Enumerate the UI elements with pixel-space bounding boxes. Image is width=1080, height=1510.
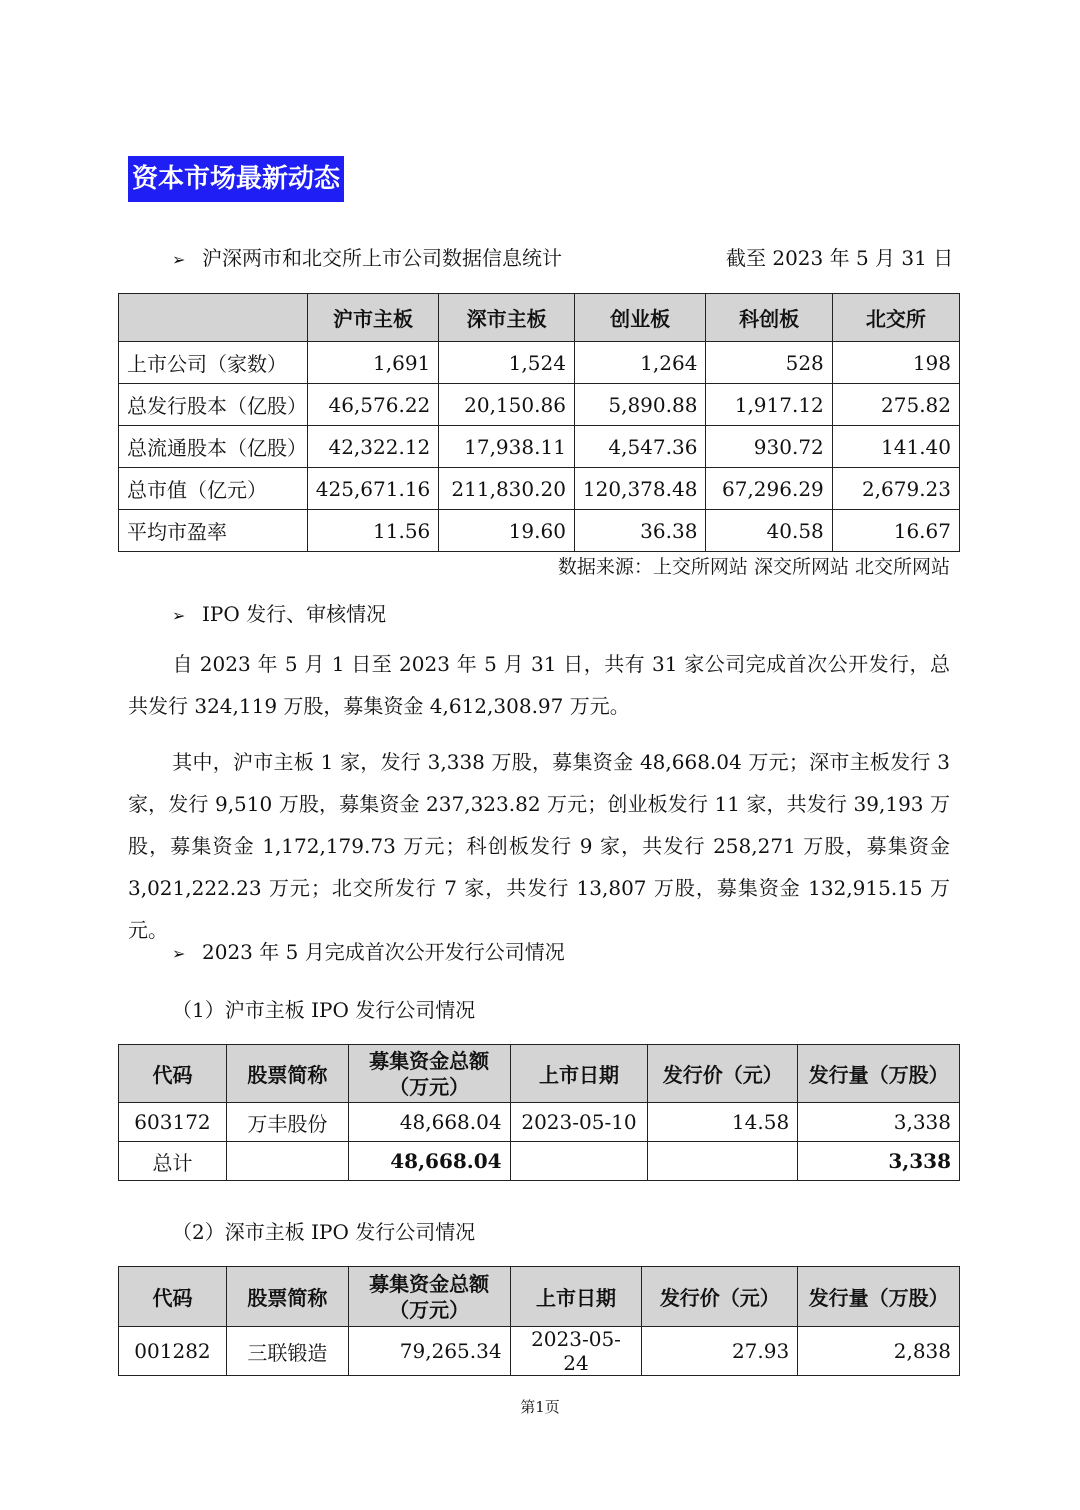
row-label: 上市公司（家数） <box>119 342 308 384</box>
ipo-table-sh <box>118 1044 960 1181</box>
section-banner: 资本市场最新动态 <box>128 156 344 202</box>
table-cell <box>648 1142 798 1181</box>
ipo-table-sz <box>118 1266 960 1376</box>
table-header-row <box>119 1267 960 1327</box>
paragraph-breakdown-text: 其中，沪市主板 1 家，发行 3,338 万股，募集资金 48,668.04 万元；深市主板发行 3 家，发行 9,510 万股，募集资金 237,323.82 万元；创业板发行 11 家，共发行 39,193 万股，募集资金 1,172,179.73 万元；科创板发行 9 家，共发行 258,271 万股，募集资金 3,021,222.23 万元；北交所发行 7 家，共发行 13,807 万股，募集资金 132,915.15 万元。 <box>128 750 950 942</box>
table-header-cell: 发行量（万股） <box>798 1045 960 1103</box>
table-cell: 211,830.20 <box>439 468 575 510</box>
paragraph-breakdown <box>128 741 950 951</box>
table-cell: 3,338 <box>798 1142 960 1181</box>
table-cell: 528 <box>706 342 832 384</box>
table-header-cell: 科创板 <box>706 294 832 342</box>
section1-title: 沪深两市和北交所上市公司数据信息统计 <box>202 246 562 270</box>
table-header-cell: 上市日期 <box>510 1045 648 1103</box>
table-row <box>119 510 960 552</box>
table-cell: 48,668.04 <box>348 1142 510 1181</box>
table-total-row <box>119 1142 960 1181</box>
section2-heading <box>172 600 386 630</box>
table-cell: 1,691 <box>307 342 439 384</box>
table-header-row <box>119 294 960 342</box>
table-cell: 79,265.34 <box>348 1327 510 1376</box>
row-label: 总发行股本（亿股） <box>119 384 308 426</box>
table-cell: 36.38 <box>574 510 706 552</box>
table-cell: 5,890.88 <box>574 384 706 426</box>
table-cell: 16.67 <box>832 510 959 552</box>
table-cell <box>510 1142 648 1181</box>
table-cell: 603172 <box>119 1103 227 1142</box>
table-row <box>119 1103 960 1142</box>
table-cell: 001282 <box>119 1327 227 1376</box>
data-source: 数据来源：上交所网站 深交所网站 北交所网站 <box>557 556 950 578</box>
table-header-cell: 发行量（万股） <box>798 1267 960 1327</box>
section1-heading <box>172 244 562 274</box>
table-cell: 930.72 <box>706 426 832 468</box>
table-cell: 1,524 <box>439 342 575 384</box>
section2-title: IPO 发行、审核情况 <box>202 602 387 626</box>
table-header-cell: 发行价（元） <box>642 1267 798 1327</box>
table-header-row <box>119 1045 960 1103</box>
table-cell: 2,838 <box>798 1327 960 1376</box>
table-header-cell: 创业板 <box>574 294 706 342</box>
table-cell: 46,576.22 <box>307 384 439 426</box>
table-row <box>119 1327 960 1376</box>
table-cell: 198 <box>832 342 959 384</box>
table-cell: 1,264 <box>574 342 706 384</box>
table-cell: 48,668.04 <box>348 1103 510 1142</box>
table-header-cell: 代码 <box>119 1267 227 1327</box>
table-header-cell: 深市主板 <box>439 294 575 342</box>
table-cell: 总计 <box>119 1142 227 1181</box>
table-cell: 万丰股份 <box>226 1103 348 1142</box>
table-header-cell: 募集资金总额 （万元） <box>348 1267 510 1327</box>
table-header-cell: 沪市主板 <box>307 294 439 342</box>
table-header-cell: 股票简称 <box>226 1267 348 1327</box>
page-number: 第1页 <box>520 1398 560 1416</box>
table-cell: 42,322.12 <box>307 426 439 468</box>
subheading-sh-main: （1）沪市主板 IPO 发行公司情况 <box>172 998 476 1022</box>
table-cell: 11.56 <box>307 510 439 552</box>
table-cell: 67,296.29 <box>706 468 832 510</box>
arrow-bullet-icon: ➢ <box>172 944 186 963</box>
row-label: 总流通股本（亿股） <box>119 426 308 468</box>
market-stats-table <box>118 293 960 552</box>
table-cell: 三联锻造 <box>226 1327 348 1376</box>
arrow-bullet-icon: ➢ <box>172 606 186 625</box>
table-cell: 14.58 <box>648 1103 798 1142</box>
table-header-cell: 北交所 <box>832 294 959 342</box>
table-cell: 2023-05-24 <box>510 1327 642 1376</box>
table-header-cell: 上市日期 <box>510 1267 642 1327</box>
table-cell: 27.93 <box>642 1327 798 1376</box>
table-row <box>119 426 960 468</box>
table-header-cell: 股票简称 <box>226 1045 348 1103</box>
table-cell: 4,547.36 <box>574 426 706 468</box>
table-header-cell: 代码 <box>119 1045 227 1103</box>
arrow-bullet-icon: ➢ <box>172 250 186 269</box>
table-cell: 120,378.48 <box>574 468 706 510</box>
table-cell: 2023-05-10 <box>510 1103 648 1142</box>
table-cell: 2,679.23 <box>832 468 959 510</box>
table-cell: 40.58 <box>706 510 832 552</box>
section1-date: 截至 2023 年 5 月 31 日 <box>726 246 954 270</box>
table-cell: 17,938.11 <box>439 426 575 468</box>
section3-title: 2023 年 5 月完成首次公开发行公司情况 <box>202 940 565 964</box>
table-header-cell: 募集资金总额 （万元） <box>348 1045 510 1103</box>
table-row <box>119 384 960 426</box>
table-cell: 1,917.12 <box>706 384 832 426</box>
table-row <box>119 468 960 510</box>
subheading-sz-main: （2）深市主板 IPO 发行公司情况 <box>172 1220 476 1244</box>
table-cell: 275.82 <box>832 384 959 426</box>
table-cell: 19.60 <box>439 510 575 552</box>
table-cell <box>226 1142 348 1181</box>
table-row <box>119 342 960 384</box>
table-cell: 425,671.16 <box>307 468 439 510</box>
paragraph-summary <box>128 643 950 727</box>
section3-heading <box>172 938 565 968</box>
table-cell: 3,338 <box>798 1103 960 1142</box>
table-header-cell: 发行价（元） <box>648 1045 798 1103</box>
row-label: 平均市盈率 <box>119 510 308 552</box>
table-header-cell <box>119 294 308 342</box>
table-cell: 141.40 <box>832 426 959 468</box>
table-cell: 20,150.86 <box>439 384 575 426</box>
paragraph-summary-text: 自 2023 年 5 月 1 日至 2023 年 5 月 31 日，共有 31 家公司完成首次公开发行，总共发行 324,119 万股，募集资金 4,612,308.97 万元。 <box>128 652 950 718</box>
row-label: 总市值（亿元） <box>119 468 308 510</box>
